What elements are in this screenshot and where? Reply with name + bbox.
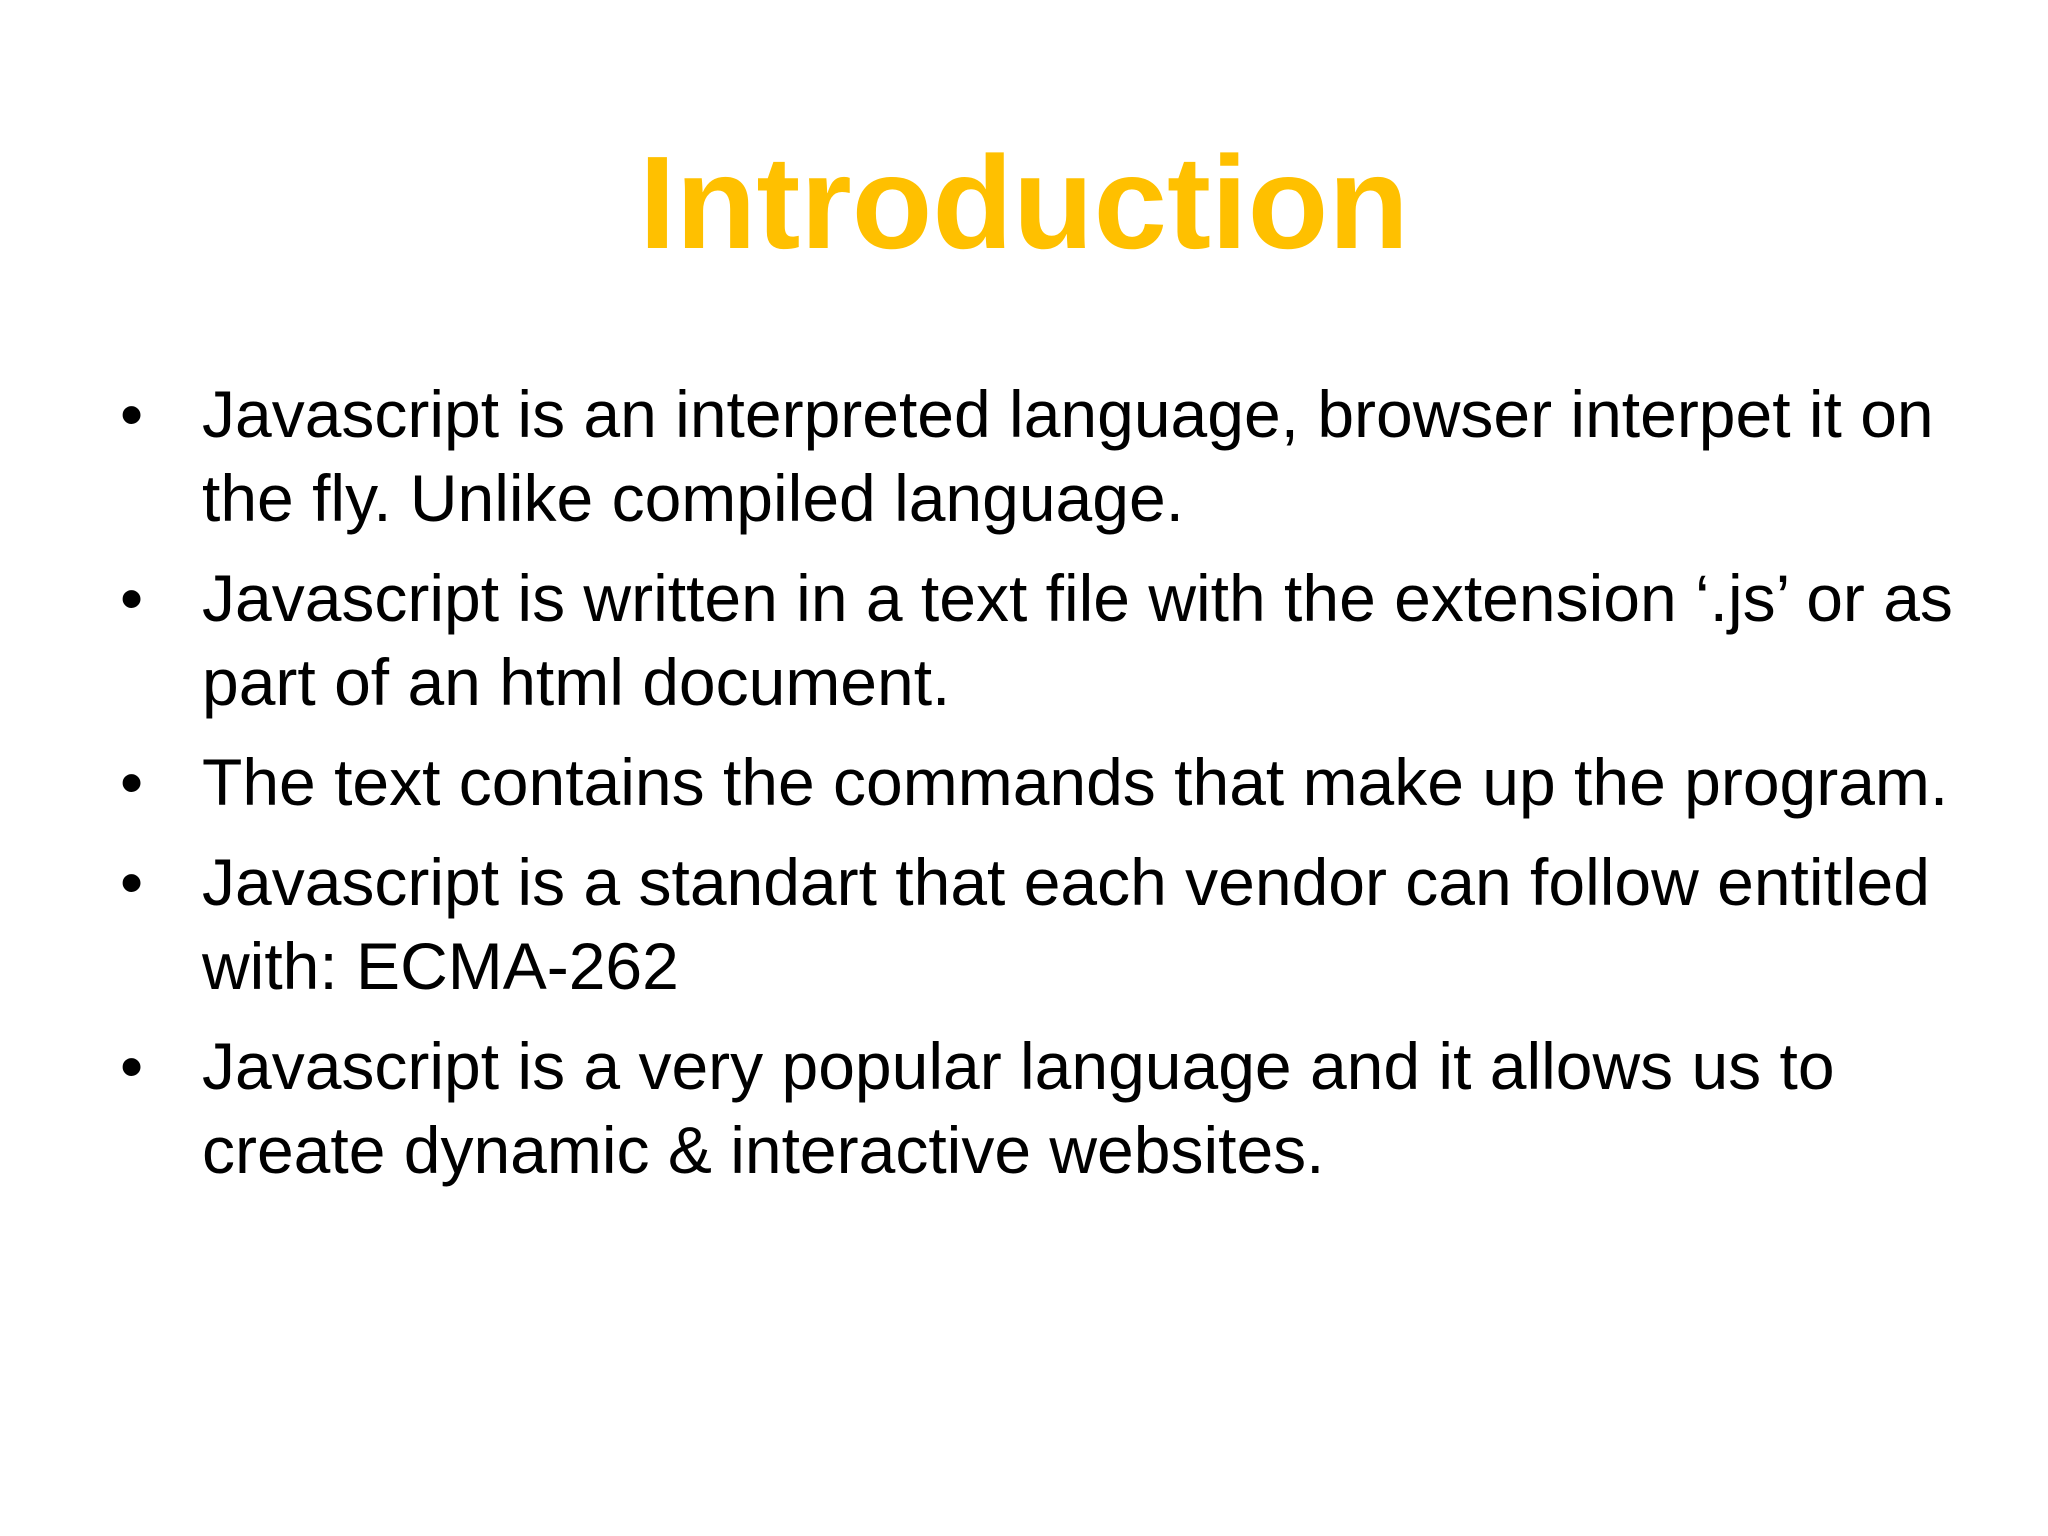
bullet-text: Javascript is an interpreted language, browser interpet it on the fly. Unlike compiled language. xyxy=(202,377,1934,535)
bullet-item xyxy=(120,1024,1960,1192)
bullet-text: Javascript is a very popular language and it allows us to create dynamic & interactive websites. xyxy=(202,1029,1835,1187)
bullet-icon: • xyxy=(120,845,144,919)
bullet-icon: • xyxy=(120,561,144,635)
bullet-icon: • xyxy=(120,377,144,451)
bullet-list xyxy=(120,372,1960,1208)
bullet-icon: • xyxy=(120,1029,144,1103)
bullet-text: Javascript is a standart that each vendor can follow entitled with: ECMA-262 xyxy=(202,845,1930,1003)
bullet-item xyxy=(120,372,1960,540)
bullet-item xyxy=(120,740,1960,824)
bullet-text: The text contains the commands that make up the program. xyxy=(202,745,1949,819)
bullet-text: Javascript is written in a text file with the extension ‘.js’ or as part of an html document. xyxy=(202,561,1953,719)
slide-title: Introduction xyxy=(639,129,1409,276)
bullet-item xyxy=(120,840,1960,1008)
bullet-item xyxy=(120,556,1960,724)
bullet-icon: • xyxy=(120,745,144,819)
